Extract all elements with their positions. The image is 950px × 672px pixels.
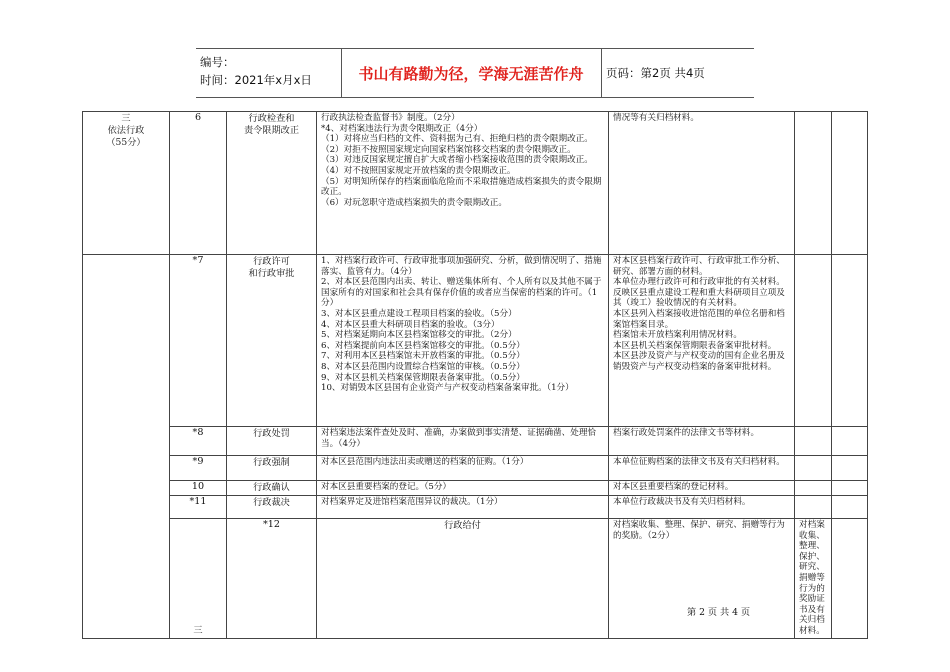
materials-cell: 对档案收集、整理、保护、研究、捐赠等行为的奖励证书及有关归档材料。 (795, 519, 832, 639)
section-cell (83, 255, 170, 639)
row-number: *9 (170, 456, 227, 481)
row-number: *12 (227, 519, 317, 639)
section-cell (170, 519, 227, 639)
section-score: （55分） (106, 137, 146, 148)
empty-cell (795, 112, 832, 255)
criteria-cell: 对本区县范围内违法出卖或赠送的档案的征购。（1分） (317, 456, 609, 481)
item-name: 行政检查和 责令限期改正 (227, 112, 317, 255)
materials-cell: 档案行政处罚案件的法律文书等材料。 (609, 427, 795, 456)
table-row (83, 496, 868, 519)
criteria-cell: 对档案界定及进馆档案范围异议的裁决。（1分） (317, 496, 609, 519)
criteria-cell: 行政执法检查监督书》制度。（2分） *4、对档案违法行为责令限期改正（4分） （1）对将应当归档的文件、资料据为己有、拒绝归档的责令限期改正。 （2）对拒不按照国家规定向国家档案馆移交档案的责令限期改正。 （3）对违反国家规定擅自扩大或者缩小档案接收范围的责令限期改正。 （4）对不按照国家规定开放档案的责令限期改正。 （5）对明知所保存的档案面临危险而不采取措施造成档案损失的责令限期改正。 （6）对玩忽职守造成档案损失的责令限期改正。 (317, 112, 609, 255)
page-header (196, 48, 754, 98)
item-name: 行政处罚 (227, 427, 317, 456)
materials-cell: 情况等有关归档材料。 (609, 112, 795, 255)
empty-cell (832, 456, 868, 481)
table-row (83, 112, 868, 255)
section-number: 三 (121, 113, 131, 124)
row-number: *7 (170, 255, 227, 427)
item-name: 行政给付 (317, 519, 609, 639)
empty-cell (832, 112, 868, 255)
criteria-cell: 对档案收集、整理、保护、研究、捐赠等行为的奖励。（2分） (609, 519, 795, 639)
table-row (83, 427, 868, 456)
page-footer: 第 2 页 共 4 页 (687, 607, 751, 618)
item-name: 行政强制 (227, 456, 317, 481)
section-title: 依法行政 (107, 125, 145, 136)
header-motto: 书山有路勤为径，学海无涯苦作舟 (358, 64, 584, 83)
empty-cell (832, 255, 868, 427)
empty-cell (832, 496, 868, 519)
materials-cell: 对本区县档案行政许可、行政审批工作分析、研究、部署方面的材料。 本单位办理行政许可和行政审批的有关材料。 反映区县重点建设工程和重大科研项目立项及其（竣工）验收情况的有关材料。 本区县列入档案接收进馆范围的单位名册和档案馆档案目录。 档案馆未开放档案利用情况材料。 本区县机关档案保管期限表备案审批材料。 本区县涉及资产与产权变动的国有企业名册及销毁资产与产权变动档案的备案审批材料。 (609, 255, 795, 427)
item-name: 行政裁决 (227, 496, 317, 519)
empty-cell (795, 456, 832, 481)
empty-cell (795, 481, 832, 496)
row-number: 6 (170, 112, 227, 255)
row-number: 10 (170, 481, 227, 496)
document-time-label: 时间：2021年x月x日 (200, 73, 312, 87)
header-divider (601, 49, 602, 97)
empty-cell (795, 255, 832, 427)
empty-cell (795, 496, 832, 519)
row-number: *11 (170, 496, 227, 519)
materials-cell: 对本区县重要档案的登记材料。 (609, 481, 795, 496)
table-row (83, 519, 868, 639)
section-bottom-mark: 三 (193, 624, 203, 636)
table-row (83, 481, 868, 496)
empty-cell (795, 427, 832, 456)
materials-cell: 本单位征购档案的法律文书及有关归档材料。 (609, 456, 795, 481)
criteria-cell: 1、对档案行政许可、行政审批事项加强研究、分析，做到情况明了、措施落实、监管有力。（4分） 2、对本区县范围内出卖、转让、赠送集体所有、个人所有以及其他不属于国家所有的对国家和社会具有保存价值的或者应当保密的档案的许可。（1分） 3、对本区县重点建设工程项目档案的验收。（5分） 4、对本区县重大科研项目档案的验收。（3分） 5、对档案延期向本区县档案馆移交的审批。（2分） 6、对档案提前向本区县档案馆移交的审批。（0.5分） 7、对利用本区县档案馆未开放档案的审批。（0.5分） 8、对本区县范围内设置综合档案馆的审核。（0.5分） 9、对本区县机关档案保管期限表备案审批。（0.5分） 10、对销毁本区县国有企业资产与产权变动档案备案审批。（1分） (317, 255, 609, 427)
empty-cell (832, 481, 868, 496)
materials-cell: 本单位行政裁决书及有关归档材料。 (609, 496, 795, 519)
table-row (83, 255, 868, 427)
document-code-label: 编号： (200, 55, 235, 69)
criteria-cell: 对档案违法案件查处及时、准确，办案做到事实清楚、证据确凿、处理恰当。（4分） (317, 427, 609, 456)
row-number: *8 (170, 427, 227, 456)
assessment-table (82, 111, 868, 639)
table-row (83, 456, 868, 481)
empty-cell (832, 519, 868, 639)
empty-cell (832, 427, 868, 456)
section-cell (83, 112, 170, 255)
criteria-cell: 对本区县重要档案的登记。（5分） (317, 481, 609, 496)
item-name: 行政确认 (227, 481, 317, 496)
item-name: 行政许可 和行政审批 (227, 255, 317, 427)
header-page-label: 页码：第2页 共4页 (606, 66, 705, 80)
